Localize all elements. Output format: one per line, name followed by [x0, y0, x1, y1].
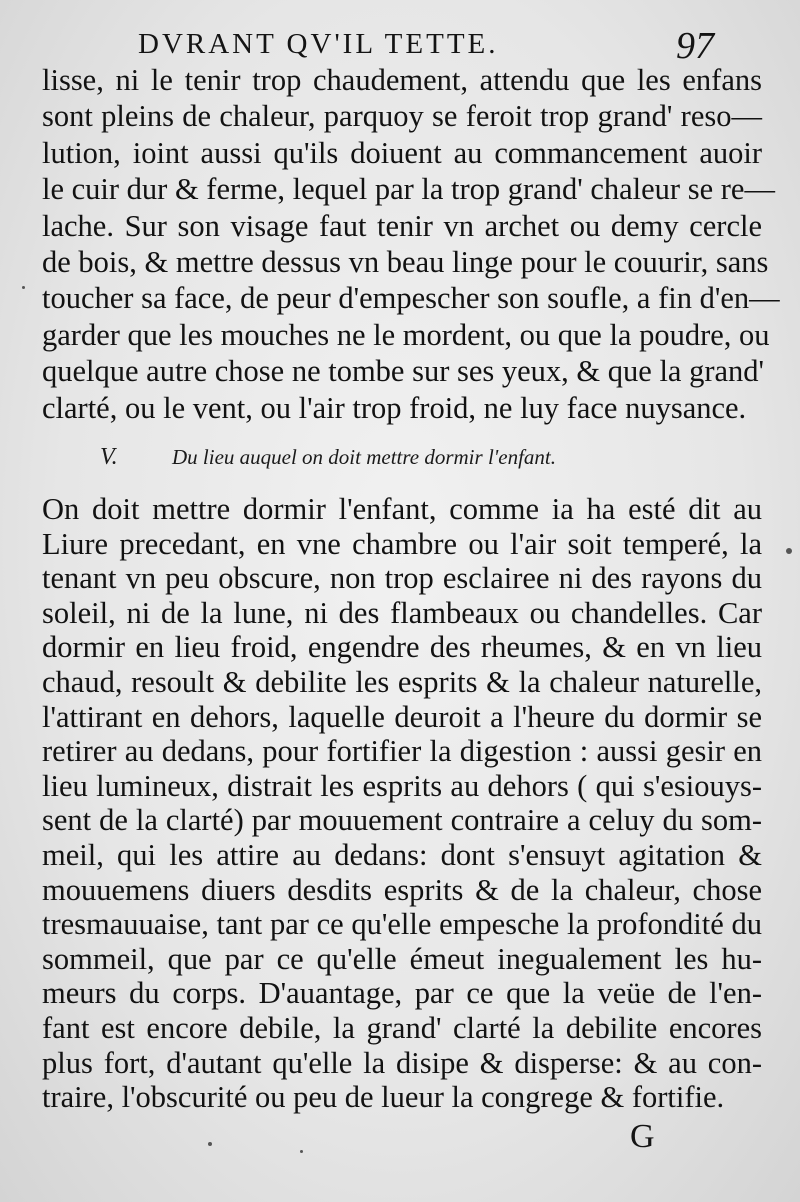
paragraph-1 [42, 62, 780, 426]
section-heading [100, 444, 700, 471]
text-line: meurs du corps. D'auantage, par ce que la veüe de l'en- [42, 976, 762, 1011]
running-title: DVRANT QV'IL TETTE. [138, 28, 499, 60]
text-line: fant est encore debile, la grand' clarté la debilite encores [42, 1010, 762, 1045]
text-line: quelque autre chose ne tombe sur ses yeux, & que la grand' [42, 354, 765, 389]
text-line: de bois, & mettre dessus vn beau linge pour le couurir, sans [42, 244, 769, 279]
paper-speck [786, 548, 792, 554]
text-line: plus fort, d'autant qu'elle la disipe & disperse: & au con- [42, 1045, 762, 1080]
text-line: mouuemens diuers desdits esprits & de la chaleur, chose [42, 872, 762, 907]
signature-mark: G [630, 1118, 655, 1155]
text-line: sont pleins de chaleur, parquoy se feroit trop grand' reso— [42, 99, 762, 134]
text-line: chaud, resoult & debilite les esprits & la chaleur naturelle, [42, 664, 762, 699]
text-line: l'attirant en dehors, laquelle deuroit a l'heure du dormir se [42, 699, 762, 734]
page-number: 97 [676, 25, 714, 67]
section-title: Du lieu auquel on doit mettre dormir l'enfant. [172, 445, 557, 469]
text-line: toucher sa face, de peur d'empescher son soufle, a fin d'en— [42, 281, 780, 316]
text-line: lution, ioint aussi qu'ils doiuent au commancement auoir [42, 135, 762, 170]
paper-speck [300, 1150, 303, 1153]
text-line: dormir en lieu froid, engendre des rheumes, & en vn lieu [42, 630, 762, 665]
text-line: lieu lumineux, distrait les esprits au dehors ( qui s'esiouys- [42, 768, 762, 803]
text-line: Liure precedant, en vne chambre ou l'air soit temperé, la [42, 526, 762, 561]
paragraph-2 [42, 492, 762, 1115]
section-number: V. [100, 444, 118, 470]
text-line: On doit mettre dormir l'enfant, comme ia ha esté dit au [42, 492, 762, 526]
text-line: traire, l'obscurité ou peu de lueur la congrege & fortifie. [42, 1080, 725, 1115]
text-line: tresmauuaise, tant par ce qu'elle empesche la profondité du [42, 907, 762, 942]
paper-speck [22, 286, 25, 289]
text-line: garder que les mouches ne le mordent, ou que la poudre, ou [42, 317, 770, 352]
text-line: lisse, ni le tenir trop chaudement, attendu que les enfans [42, 63, 762, 97]
text-line: sommeil, que par ce qu'elle émeut inegualement les hu- [42, 941, 762, 976]
text-line: le cuir dur & ferme, lequel par la trop grand' chaleur se re— [42, 172, 775, 207]
text-line: soleil, ni de la lune, ni des flambeaux ou chandelles. Car [42, 595, 762, 630]
paper-speck [208, 1142, 212, 1146]
text-line: tenant vn peu obscure, non trop esclairee ni des rayons du [42, 561, 762, 596]
text-line: meil, qui les attire au dedans: dont s'ensuyt agitation & [42, 837, 762, 872]
text-line: sent de la clarté) par mouuement contraire a celuy du som- [42, 803, 762, 838]
text-line: retirer au dedans, pour fortifier la digestion : aussi gesir en [42, 734, 762, 769]
text-line: lache. Sur son visage faut tenir vn archet ou demy cercle [42, 208, 762, 243]
text-line: clarté, ou le vent, ou l'air trop froid, ne luy face nuysance. [42, 390, 747, 425]
